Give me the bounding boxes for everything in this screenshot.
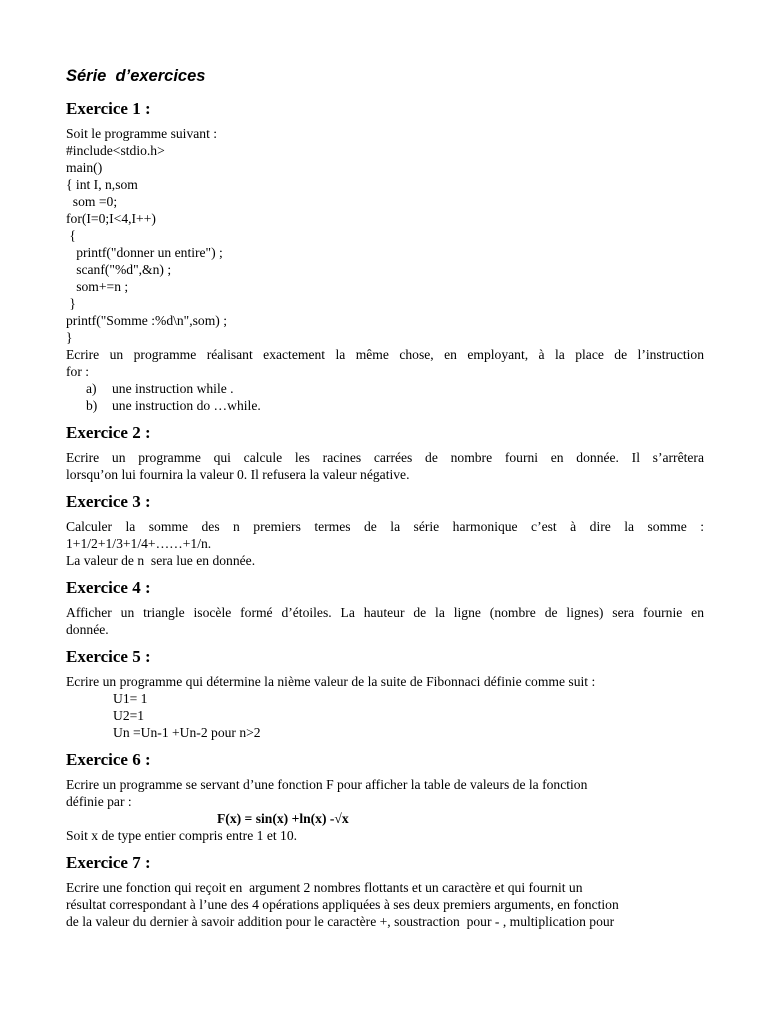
exercise-7 [66,852,704,930]
code-line: scanf("%d",&n) ; [66,262,172,277]
list-item [66,397,704,414]
exercise-heading: Exercice 4 : [66,578,151,597]
document-page [66,64,704,938]
exercise-1 [66,98,704,414]
exercise-text: Ecrire un programme qui détermine la nième valeur de la suite de Fibonnaci définie comme suit : [66,674,596,689]
code-line: main() [66,160,103,175]
exercise-5 [66,646,704,741]
exercise-heading: Exercice 5 : [66,647,151,666]
exercise-text: for : [66,364,90,379]
exercise-text: Calculer la somme des n premiers termes de la série harmonique c’est à dire la somme : [66,519,704,534]
code-block [66,142,704,346]
code-line: } [66,330,73,345]
code-line: for(I=0;I<4,I++) [66,211,156,226]
exercise-heading: Exercice 1 : [66,99,151,118]
exercise-2 [66,422,704,483]
list-marker: b) [86,398,98,413]
sequence-definition: Un =Un-1 +Un-2 pour n>2 [113,725,261,740]
exercise-text: lorsqu’on lui fournira la valeur 0. Il refusera la valeur négative. [66,467,410,482]
exercise-text: Soit le programme suivant : [66,126,218,141]
exercise-heading: Exercice 3 : [66,492,151,511]
exercise-text: de la valeur du dernier à savoir addition pour le caractère +, soustraction pour - , multiplication pour [66,914,615,929]
code-line: som+=n ; [66,279,129,294]
exercise-text: Soit x de type entier compris entre 1 et 10. [66,828,298,843]
code-line: { [66,228,76,243]
list-item-text: une instruction do …while. [112,398,261,413]
code-line: printf("donner un entire") ; [66,245,223,260]
exercise-heading: Exercice 2 : [66,423,151,442]
code-line: som =0; [66,194,118,209]
exercise-text: 1+1/2+1/3+1/4+……+1/n. [66,536,212,551]
list-item [66,380,704,397]
sequence-definition: U2=1 [113,708,145,723]
exercise-text: définie par : [66,794,132,809]
exercise-text: Ecrire une fonction qui reçoit en argument 2 nombres flottants et un caractère et qui fournit un [66,880,583,895]
code-line: printf("Somme :%d\n",som) ; [66,313,227,328]
sequence-definition: U1= 1 [113,691,148,706]
exercise-text: La valeur de n sera lue en donnée. [66,553,256,568]
list-marker: a) [86,381,97,396]
exercise-text: Ecrire un programme réalisant exactement la même chose, en employant, à la place de l’instruction [66,347,704,362]
exercise-text: Afficher un triangle isocèle formé d’étoiles. La hauteur de la ligne (nombre de lignes) sera fournie en [66,605,704,620]
exercise-heading: Exercice 7 : [66,853,151,872]
exercise-text: Ecrire un programme se servant d’une fonction F pour afficher la table de valeurs de la fonction [66,777,588,792]
exercise-3 [66,491,704,569]
exercise-text: résultat correspondant à l’une des 4 opérations appliquées à ses deux premiers arguments, en fonction [66,897,619,912]
exercise-text: donnée. [66,622,109,637]
exercise-4 [66,577,704,638]
exercise-heading: Exercice 6 : [66,750,151,769]
list-item-text: une instruction while . [112,381,234,396]
document-title: Série d’exercices [66,67,206,85]
code-line: { int I, n,som [66,177,138,192]
exercise-6 [66,749,704,844]
exercise-text: Ecrire un programme qui calcule les racines carrées de nombre fourni en donnée. Il s’arrêtera [66,450,704,465]
code-line: #include<stdio.h> [66,143,165,158]
formula: F(x) = sin(x) +ln(x) -√x [217,811,349,826]
code-line: } [66,296,76,311]
